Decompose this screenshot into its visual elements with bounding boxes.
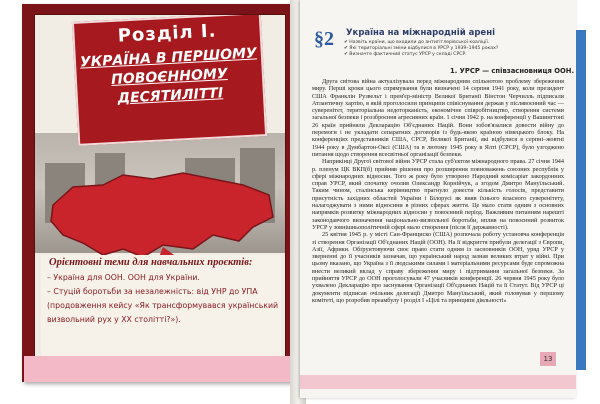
subsection-heading: 1. УРСР — співзасновниця ООН. xyxy=(450,67,575,75)
project-line: – Україна для ООН. ООН для України. xyxy=(47,273,200,282)
decorative-band xyxy=(24,356,304,382)
section-title: УКРАЇНА В ПЕРШОМУ ПОВОЄННОМУ ДЕСЯТИЛІТТІ xyxy=(79,45,258,107)
question-item: ✔ Визначте фактичний статус УРСР у складі СРСР. xyxy=(344,52,467,57)
section-heading: Україна на міжнародній арені xyxy=(346,28,495,38)
section-title-box xyxy=(72,14,267,146)
right-page xyxy=(300,0,576,398)
section-number: §2 xyxy=(314,28,334,50)
page-number: 13 xyxy=(540,352,556,366)
paragraph: Наприкінці Другої світової війни УРСР стала суб'єктом міжнародного права. 27 січня 1944 р. пленум ЦК ВКП(б) прийняв рішення про розширення повноважень союзних республік у сфері міжнародних відносин. Того ж року було утворено Народний комісаріат закордонних справ УРСР, який спочатку очолив Олександр Корнійчук, а згодом Дмитро Мануїльський. Таким чином, сталінська керівництво прагнуло довести кількість голосів, представити присутність західних областей України і Білорусі як вияв їхнього власного суверенітету, налагоджувати з ними відносини в різних сферах життя. Це мало стати одним з основних напрямків розвитку міжнародних відносин у повоєнний період. Важливим питанням нарешті законодавчого визначення національно-визвольної боротьби, вплив на повоєнний розвиток УРСР у зовнішньополітичній сфері мало створення (після її державності). xyxy=(312,158,564,231)
section-label: Розділ I. xyxy=(117,20,217,47)
page-edge-tab xyxy=(576,30,586,370)
left-page-inner xyxy=(34,14,286,372)
project-line: – Стуцій боротьби за незалежність: від УНР до УПА xyxy=(47,287,258,296)
question-item: ✔ Назвіть країни, що входили до антигітлерівської коаліції. xyxy=(344,40,490,45)
decorative-band xyxy=(300,375,576,389)
projects-heading: Орієнтовні теми для навчальних проєктів: xyxy=(49,257,253,268)
project-line: (продовження кейсу «Як трансформувався український xyxy=(47,301,279,310)
paragraph: Друга світова війна актуалізувала перед міжнародним спільнотою проблему збереження миру. Перші кроки цього спрямування були визначені 14 серпня 1941 року, коли президент США Франклін Рузвельт і прем'єр-міністр Великої Британії Вінстон Черчилль підписали Атлантичну хартію, в якій проголосили принципи співіснування держав у післявоєнний час — суверенітет, територіальна недоторканість, економічне співробітництво, створення системи загальної безпеки і роззброєння агресивних країн. 1 січня 1942 р. на конференції у Вашингтоні 26 країн прийняли Декларацію Об'єднаних Націй. Вони зобов'язалися довести війну до перемоги і не укладати сепаратних договорів із будь-якою країною німецького блоку. На конференціях представників США, СРСР, Великої Британії, які відбулися в серпні–жовтні 1944 року в Думбартон-Оксі (США) та в лютому 1945 року в Ялті (СРСР), було узгоджено питання щодо створення всесвітньої організації безпеки. xyxy=(312,78,564,158)
question-item: ✔ Які територіальні зміни відбулися в УРСР у 1939–1945 роках? xyxy=(344,46,499,51)
projects-block xyxy=(41,255,281,367)
paragraph: 25 квітня 1945 р. у місті Сан-Франциско (США) розпочала роботу установча конференція зі створення Організації Об'єднаних Націй (ООН). На її відкриття прибули делегації з Європи, Азії, Африки. Обґрунтовуючи своє право стати одним із засновників ООН, уряд УРСР у зверненні до її учасників зазначав, що український народ зазнав великих втрат у війні. При цьому вказано, що Україна з її людськими силами і матеріальними ресурсами буде спроможна внести великий вклад у справу збереження миру і підтримання загальної безпеки. За прийняття УРСР до ООН проголосували 47 учасників конференції. 26 червня 1945 року було ухвалено Декларацію про заснування Організації Об'єднаних Націй та її Статут. Від УРСР ці документи підписав очільник делегації Дмитро Мануїльський, який головував у першому комітеті, що розробив преамбулу і розділ I «Цілі та принципи діяльності» xyxy=(312,231,564,304)
project-line: визвольний рух у ХХ столітті?»). xyxy=(47,315,181,324)
review-questions xyxy=(344,40,534,58)
left-page xyxy=(22,4,304,382)
body-text xyxy=(312,78,564,304)
ukraine-map xyxy=(43,165,279,265)
